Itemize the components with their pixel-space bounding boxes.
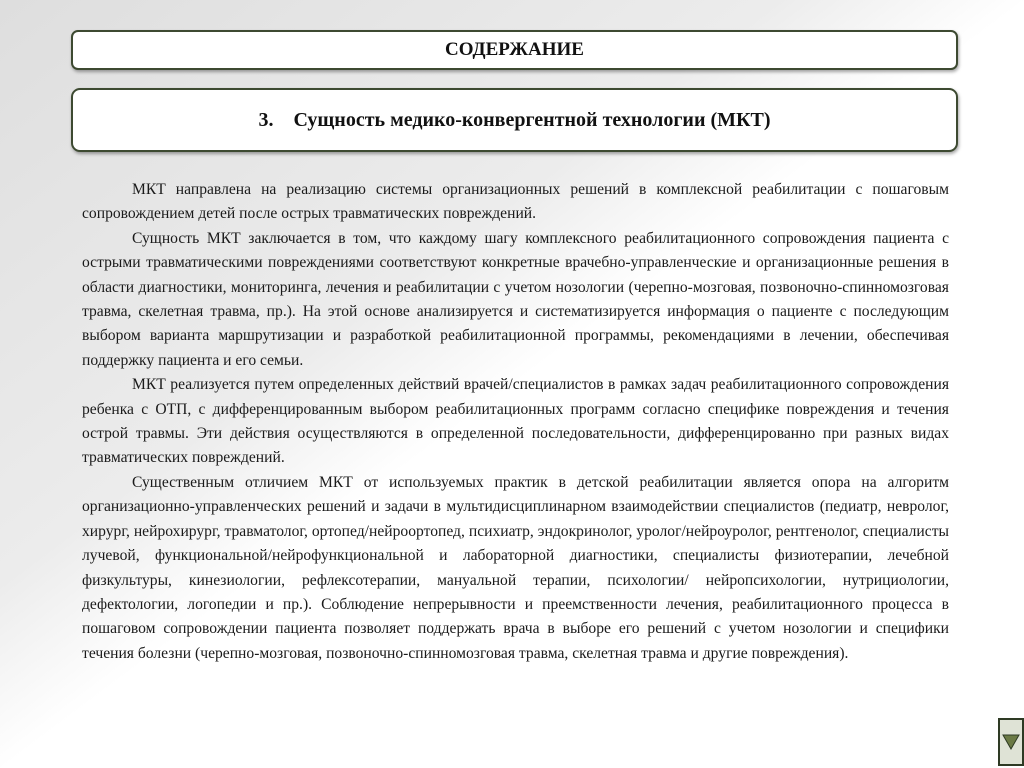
body-text	[82, 178, 949, 666]
paragraph-3: МКТ реализуется путем определенных действий врачей/специалистов в рамках задач реабилитационного сопровождения ребенка с ОТП, с дифференцированным выбором реабилитационных программ согласно специфике повреждения и течения острой травмы. Эти действия осуществляются в определенной последовательности, дифференцированно при разных видах травматических повреждений.	[82, 376, 949, 467]
page-title: СОДЕРЖАНИЕ	[445, 39, 584, 60]
next-slide-button[interactable]	[998, 718, 1024, 766]
paragraph-1: МКТ направлена на реализацию системы организационных решений в комплексной реабилитации с пошаговым сопровождением детей после острых травматических повреждений.	[82, 181, 949, 223]
section-heading-box	[71, 88, 958, 152]
triangle-down-icon	[1002, 734, 1020, 750]
section-number: 3.	[258, 108, 274, 131]
paragraph-2: Сущность МКТ заключается в том, что каждому шагу комплексного реабилитационного сопровождения пациента с острыми травматическими повреждениями соответствуют конкретные врачебно-управленческие и организационные решения в области диагностики, мониторинга, лечения и реабилитации с учетом нозологии (черепно-мозговая, позвоночно-спинномозговая травма, скелетная травма, пр.). На этой основе анализируется и систематизируется информация о пациенте с последующим выбором варианта маршрутизации и разработкой реабилитационной программы, рекомендациями в лечении, обеспечивая поддержку пациента и его семьи.	[82, 229, 949, 369]
paragraph-4: Существенным отличием МКТ от используемых практик в детской реабилитации является опора на алгоритм организационно-управленческих решений и задачи в мультидисциплинарном взаимодействии специалистов (педиатр, невролог, хирург, нейрохирург, травматолог, ортопед/нейроортопед, психиатр, эндокринолог, уролог/нейроуролог, рентгенолог, специалисты лучевой, функциональной/нейрофункциональной и лабораторной диагностики, специалисты физиотерапии, лечебной физкультуры, кинезиологии, рефлексотерапии, мануальной терапии, психологии/ нейропсихологии, нутрициологии, дефектологии, логопедии и пр.). Соблюдение непрерывности и преемственности лечения, реабилитационного процесса в пошаговом сопровождении пациента позволяет поддержать врача в выборе его решений с учетом нозологии и специфики течения болезни (черепно-мозговая, позвоночно-спинномозговая травма, скелетная травма и другие повреждения).	[82, 473, 949, 662]
section-heading	[258, 109, 770, 132]
header-title-box	[71, 30, 958, 70]
section-title: Сущность медико-конвергентной технологии (МКТ)	[293, 108, 771, 131]
